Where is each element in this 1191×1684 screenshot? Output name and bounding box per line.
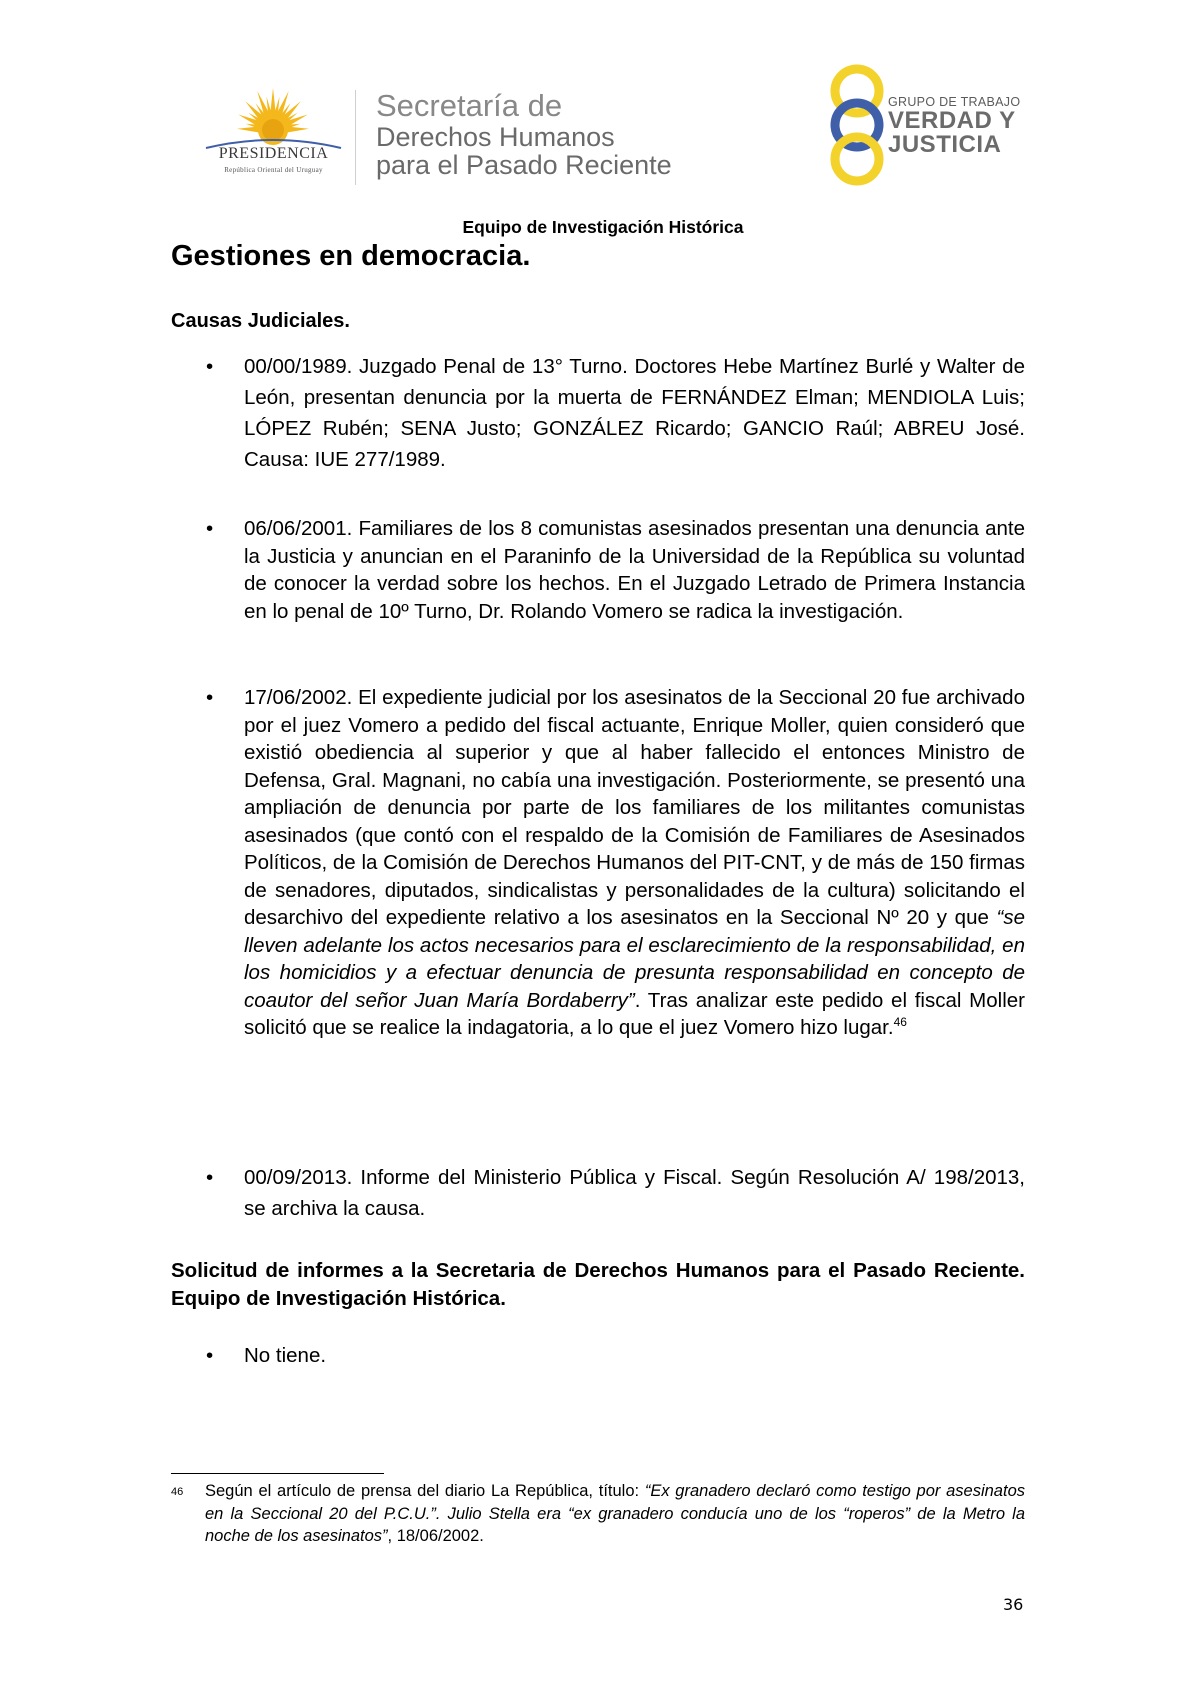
team-title <box>0 217 1191 238</box>
list-item <box>171 351 1025 475</box>
secretaria-line-1: Secretaría de <box>376 88 563 123</box>
secretaria-line-3: para el Pasado Reciente <box>376 149 672 180</box>
sun-icon <box>196 82 351 152</box>
secretaria-title <box>376 90 672 179</box>
list-item <box>171 515 1025 655</box>
item-text-quote: “se lleven adelante los actos necesarios para el esclarecimiento de la responsabilidad, en los homicidios y a efectuar denuncia de presunta responsabilidad en concepto de coautor del señor Juan María Bordaberry” <box>244 906 1025 1012</box>
bullet: • <box>206 1344 214 1367</box>
section-heading-solicitud: Solicitud de informes a la Secretaria de Derechos Humanos para el Pasado Reciente. Equipo de Investigación Histórica. <box>171 1259 1025 1310</box>
footnote-text-part-2: , 18/06/2002. <box>387 1527 484 1545</box>
list-item-text: 06/06/2001. Familiares de los 8 comunistas asesinados presentan una denuncia ante la Justicia y anuncian en el Paraninfo de la Universidad de la República su voluntad de conocer la verdad sobre los hechos. En el Juzgado Letrado de Primera Instancia en lo penal de 10º Turno, Dr. Rolando Vomero se radica la investigación. <box>244 517 1025 623</box>
footnote-separator <box>171 1473 384 1474</box>
list-item <box>171 1340 1025 1371</box>
secretaria-line-2: Derechos Humanos <box>376 121 615 152</box>
footnote-number: 46 <box>171 1486 184 1498</box>
footnote-text <box>205 1480 1025 1548</box>
list-item-text <box>244 684 1025 1042</box>
list-item <box>171 1162 1025 1226</box>
bullet: • <box>206 517 214 540</box>
grupo-trabajo-title <box>888 95 1020 157</box>
grupo-line-1: GRUPO DE TRABAJO <box>888 95 1021 109</box>
item-text-part-1: 17/06/2002. El expediente judicial por los asesinatos de la Seccional 20 fue archivado por el juez Vomero a pedido del fiscal actuante, Enrique Moller, quien consideró que existió obediencia al superior y que al haber fallecido el entonces Ministro de Defensa, Gral. Magnani, no cabía una investigación. Posteriormente, se presentó una ampliación de denuncia por parte de los familiares de los militantes comunistas asesinados (que contó con el respaldo de la Comisión de Familiares de Asesinados Políticos, de la Comisión de Derechos Humanos del PIT-CNT, y de más de 150 firmas de senadores, diputados, sindicalistas y personalidades de la cultura) solicitando el desarchivo del expediente relativo a los asesinatos en la Seccional Nº 20 y que <box>244 686 1025 929</box>
bullet: • <box>206 355 214 378</box>
list-item-text: No tiene. <box>244 1344 327 1367</box>
section-heading-causas: Causas Judiciales. <box>171 310 350 332</box>
page-title: Gestiones en democracia. <box>171 240 531 272</box>
footnote-text-part-1: Según el artículo de prensa del diario La República, título: <box>205 1482 645 1500</box>
bullet: • <box>206 1166 214 1189</box>
item-text-part-2: . Tras analizar este pedido el fiscal Moller solicitó que se realice la indagatoria, a lo que el juez Vomero hizo lugar. <box>244 988 1025 1039</box>
bullet: • <box>206 686 214 709</box>
page-header <box>0 60 1191 200</box>
list-item-text: 00/09/2013. Informe del Ministerio Pública y Fiscal. Según Resolución A/ 198/2013, se archiva la causa. <box>244 1166 1025 1220</box>
grupo-line-3: JUSTICIA <box>888 131 1002 158</box>
presidencia-name: PRESIDENCIA <box>218 145 329 162</box>
footnote-text-quote: “Ex granadero declaró como testigo por asesinatos en la Seccional 20 del P.C.U.”. Julio Stella era “ex granadero conducía uno de los “roperos” de la Metro la noche de los asesinatos” <box>205 1482 1025 1545</box>
page-number: 36 <box>1003 1595 1024 1614</box>
header-divider <box>355 90 356 185</box>
list-item-text: 00/00/1989. Juzgado Penal de 13° Turno. Doctores Hebe Martínez Burlé y Walter de León, presentan denuncia por la muerta de FERNÁNDEZ Elman; MENDIOLA Luis; LÓPEZ Rubén; SENA Justo; GONZÁLEZ Ricardo; GANCIO Raúl; ABREU José. Causa: IUE 277/1989. <box>244 355 1025 471</box>
presidencia-subtitle: República Oriental del Uruguay <box>224 166 323 174</box>
list-item <box>171 684 1025 1134</box>
footnote-ref[interactable]: 46 <box>893 1015 907 1030</box>
team-title-text: Equipo de Investigación Histórica <box>462 217 744 237</box>
grupo-line-2: VERDAD Y <box>888 107 1016 134</box>
presidencia-logo <box>196 82 351 192</box>
